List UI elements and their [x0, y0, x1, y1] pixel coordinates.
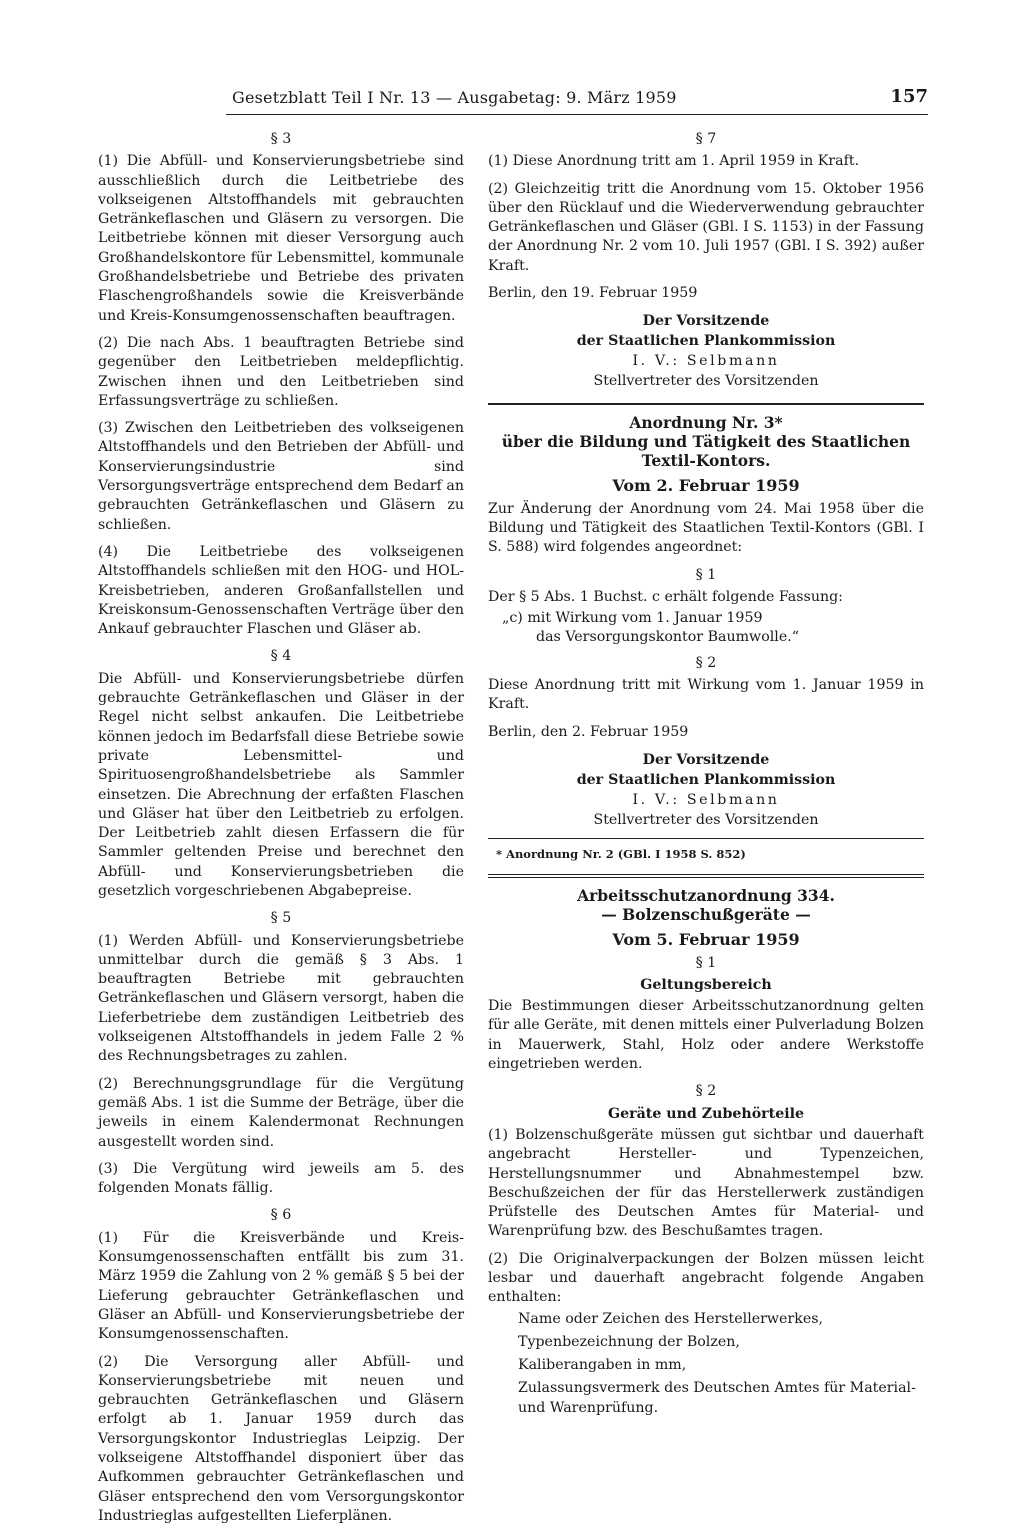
paragraph: Die Abfüll- und Konservierungsbetriebe dürfen gebrauchte Getränkeflaschen und Gläser in der Regel nicht selbst ankaufen. Die Leitbetriebe können jedoch im Bedarfsfall diese Betriebe sowie private Lebensmittel- und Spirituosengroßhandelsbetriebe als Sammler einsetzen. Die Abrechnung der erfaßten Flaschen und Gläser hat über den Leitbetrieb zu erfolgen. Der Leitbetrieb zahlt diesen Erfassern die für Sammler geltenden Preise und berechnet den Abfüll- und Konservierungsbetrieben die gesetzlich vorgeschriebenen Abgabepreise. — [98, 670, 464, 899]
paragraph: Diese Anordnung tritt mit Wirkung vom 1. Januar 1959 in Kraft. — [488, 677, 924, 713]
section-heading: § 7 — [695, 131, 717, 147]
divider — [488, 874, 924, 878]
ordinance-subtitle: — Bolzenschußgeräte — — [601, 905, 811, 925]
signature-block — [488, 311, 924, 391]
paragraph: (1) Bolzenschußgeräte müssen gut sichtbar und dauerhaft angebracht Hersteller- und Typenzeichen, Herstellungsnummer und Abnahmestempel bzw. Beschußzeichen der für das Herstellerwerk zuständigen Prüfstelle des Deutschen Amtes für Material- und Warenprüfung bzw. des Beschußamtes tragen. — [488, 1126, 924, 1240]
quote-line: das Versorgungskontor Baumwolle.“ — [536, 629, 799, 646]
place-date: Berlin, den 19. Februar 1959 — [488, 285, 698, 302]
ordinance-date: Vom 2. Februar 1959 — [612, 476, 800, 496]
paragraph: (1) Für die Kreisverbände und Kreis-Konsumgenossenschaften entfällt bis zum 31. März 1959 die Zahlung von 2 % gemäß § 5 bei der Lieferung gebrauchter Getränkeflaschen und Gläser an Abfüll- und Konservierungsbetriebe der Konsumgenossenschaften. — [98, 1229, 464, 1343]
paragraph: (3) Zwischen den Leitbetrieben des volkseigenen Altstoffhandels und den Betrieben der Abfüll- und Konservierungsindustrie sind Versorgungsverträge entsprechend dem Bedarf an gebrauchten Getränkeflaschen und Gläsern zu schließen. — [98, 420, 464, 533]
section-subheading: Geräte und Zubehörteile — [607, 1105, 805, 1122]
section-heading: § 1 — [695, 566, 717, 583]
paragraph: (2) Die Originalverpackungen der Bolzen müssen leicht lesbar und dauerhaft angebracht folgende Angaben enthalten: — [488, 1250, 924, 1306]
section-heading: § 5 — [270, 910, 292, 927]
signature-title: Der Vorsitzende — [642, 751, 770, 768]
signature-role: Stellvertreter des Vorsitzenden — [593, 373, 819, 390]
footnote: * Anordnung Nr. 2 (GBl. I 1958 S. 852) — [496, 846, 746, 861]
paragraph: Die Bestimmungen dieser Arbeitsschutzanordnung gelten für alle Geräte, mit denen mittels einer Pulverladung Bolzen in Mauerwerk, Stahl, Holz oder andere Werkstoffe eingetrieben werden. — [488, 998, 924, 1073]
divider — [488, 403, 924, 405]
ordinance-date: Vom 5. Februar 1959 — [612, 930, 800, 950]
signature-role: Stellvertreter des Vorsitzenden — [593, 811, 819, 828]
signature-title: Der Vorsitzende — [642, 313, 770, 330]
page-number: 157 — [890, 86, 928, 107]
left-column — [98, 126, 464, 1534]
list-item: Typenbezeichnung der Bolzen, — [518, 1333, 740, 1350]
paragraph: Der § 5 Abs. 1 Buchst. c erhält folgende Fassung: — [488, 588, 843, 605]
list-item: Name oder Zeichen des Herstellerwerkes, — [518, 1310, 824, 1327]
ordinance-title: Anordnung Nr. 3* — [629, 413, 783, 433]
paragraph: (1) Diese Anordnung tritt am 1. April 1959 in Kraft. — [488, 153, 860, 170]
ordinance-title: Arbeitsschutzanordnung 334. — [577, 886, 835, 906]
list-item: Kaliberangaben in mm, — [518, 1357, 687, 1374]
quoted-text — [488, 609, 924, 648]
section-heading: § 2 — [695, 654, 717, 671]
paragraph: (2) Die nach Abs. 1 beauftragten Betriebe sind gegenüber den Leitbetrieben meldepflichtig. Zwischen ihnen und den Leitbetrieben sind Erfassungsverträge zu schließen. — [98, 334, 464, 409]
page-header — [226, 88, 928, 115]
paragraph: (1) Werden Abfüll- und Konservierungsbetriebe unmittelbar durch die gemäß § 3 Abs. 1 beauftragten Betriebe mit gebrauchten Getränkeflaschen und Gläsern versorgt, haben die Lieferbetriebe dem zuständigen Leitbetrieb des volkseigenen Altstoffhandels in jedem Falle 2 % des Rechnungsbetrages zu zahlen. — [98, 932, 464, 1065]
section-heading: § 2 — [695, 1083, 717, 1100]
section-heading: § 3 — [270, 131, 292, 147]
quote-line: „c) mit Wirkung vom 1. Januar 1959 — [502, 610, 763, 627]
section-heading: § 4 — [270, 648, 292, 665]
section-heading: § 6 — [270, 1207, 292, 1224]
paragraph: (2) Berechnungsgrundlage für die Vergütung gemäß Abs. 1 ist die Summe der Beträge, über die jeweils in einem Kalendermonat Rechnungen ausgestellt worden sind. — [98, 1075, 464, 1150]
paragraph: (4) Die Leitbetriebe des volkseigenen Altstoffhandels schließen mit den HOG- und HOL-Kreisbetrieben, anderen Großanfallstellen und Kreiskonsum-Genossenschaften Verträge über den Ankauf gebrauchter Flaschen und Gläser ab. — [98, 543, 464, 638]
signature-name: I. V.: Selbmann — [632, 353, 780, 370]
signature-block — [488, 750, 924, 830]
place-date: Berlin, den 2. Februar 1959 — [488, 723, 689, 740]
paragraph: Zur Änderung der Anordnung vom 24. Mai 1958 über die Bildung und Tätigkeit des Staatlichen Textil-Kontors (GBl. I S. 588) wird folgendes angeordnet: — [488, 500, 924, 556]
list-item: Zulassungsvermerk des Deutschen Amtes für Material- und Warenprüfung. — [518, 1380, 916, 1416]
paragraph: (3) Die Vergütung wird jeweils am 5. des folgenden Monats fällig. — [98, 1160, 464, 1197]
paragraph: (2) Die Versorgung aller Abfüll- und Konservierungsbetriebe mit neuen und gebrauchten Getränkeflaschen und Gläsern erfolgt ab 1. Januar 1959 durch das Versorgungskontor Industrieglas Leipzig. Der volkseigene Altstoffhandel disponiert über das Aufkommen gebrauchter Getränkeflaschen und Gläser entsprechend den vom Versorgungskontor Industrieglas aufgestellten Lieferplänen. — [98, 1353, 464, 1524]
requirements-list — [518, 1310, 924, 1418]
divider — [488, 838, 924, 839]
header-title: Gesetzblatt Teil I Nr. 13 — Ausgabetag: 9. März 1959 — [232, 88, 677, 107]
ordinance-subtitle: über die Bildung und Tätigkeit des Staatlichen Textil-Kontors. — [501, 432, 911, 471]
section-subheading: Geltungsbereich — [640, 976, 772, 993]
signature-office: der Staatlichen Plankommission — [576, 771, 836, 788]
paragraph: (1) Die Abfüll- und Konservierungsbetriebe sind ausschließlich durch die Leitbetriebe des volkseigenen Altstoffhandels mit gebrauchten Getränkeflaschen und Gläsern zu versorgen. Die Leitbetriebe können mit dieser Versorgung auch Großhandelskontore für Lebensmittel, kommunale Großhandelsbetriebe und Betriebe des privaten Flaschengroßhandels sowie die Kreisverbände und Kreis-Konsumgenossenschaften beauftragen. — [98, 153, 464, 324]
paragraph: (2) Gleichzeitig tritt die Anordnung vom 15. Oktober 1956 über den Rücklauf und die Wiederverwendung gebrauchter Getränkeflaschen und Gläser (GBl. I S. 1153) in der Fassung der Anordnung Nr. 2 vom 10. Juli 1957 (GBl. I S. 392) außer Kraft. — [488, 180, 924, 274]
signature-office: der Staatlichen Plankommission — [576, 333, 836, 350]
signature-name: I. V.: Selbmann — [632, 791, 780, 808]
right-column — [488, 126, 924, 1422]
section-heading: § 1 — [695, 954, 717, 971]
